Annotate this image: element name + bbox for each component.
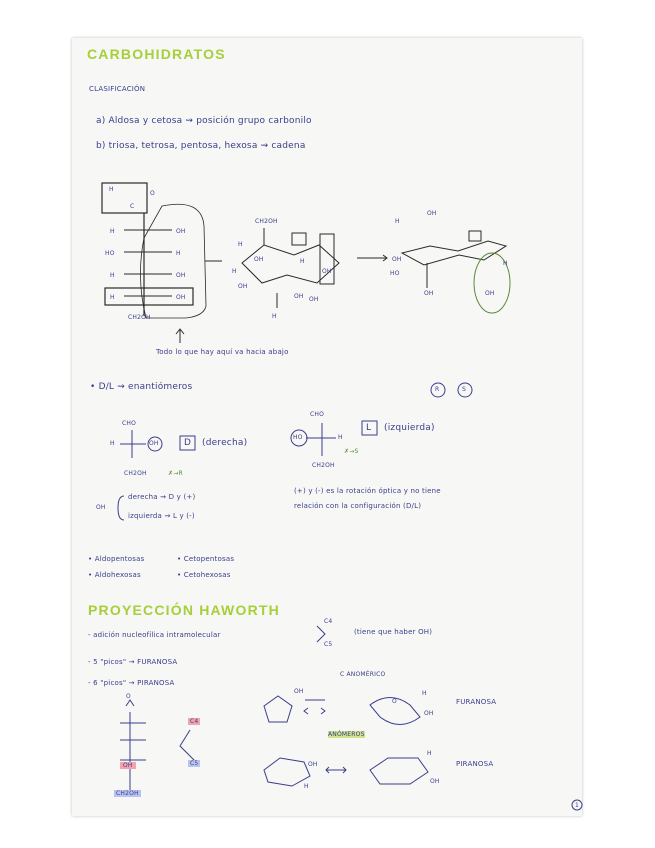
chair-1-l6: OH [294,293,304,300]
l-label: (izquierda) [384,423,435,433]
classification-item-a: a) Aldosa y cetosa ⇝ posición grupo carbonilo [96,116,312,126]
d-left: H [110,440,115,447]
haworth-line1-note: (tiene que haber OH) [354,628,433,636]
page-title: CARBOHIDRATOS [87,46,226,62]
fischer-top-o: O [150,190,155,197]
fischer-top-c: C [130,203,135,210]
fischer-note: Todo lo que hay aquí va hacia abajo [156,348,289,356]
rs-s: S [462,386,467,393]
d-label: (derecha) [202,438,248,448]
chair-1-l3: H [232,268,237,275]
chair-1-top: CH2OH [255,218,278,225]
d-right: OH [149,440,159,447]
haworth-line2: - 5 "picos" → FURANOSA [88,658,178,666]
haworth-title: PROYECCIÓN HAWORTH [88,602,280,618]
furanose-open-o: O [392,698,397,705]
notebook-page [72,38,582,816]
chain-bottom: CH2OH [116,790,139,797]
haworth-drawings [72,38,582,816]
type-aldopentosas: • Aldopentosas [88,555,145,563]
anomers-label: ANÓMEROS [328,731,365,738]
chair-1-l7: H [300,258,305,265]
fischer-row3-left: H [110,272,115,279]
haworth-c5: C5 [324,641,333,648]
l-rs: ✗→S [344,448,359,455]
l-top: CHO [310,411,325,418]
oh-label: OH [96,504,106,511]
piranosa-label: PIRANOSA [456,760,494,768]
pyranose-2-oh: OH [430,778,440,785]
type-cetohexosas: • Cetohexosas [177,571,231,579]
dl-heading: • D/L ⇝ enantiómeros [90,382,193,392]
rotation-note-1: (+) y (-) es la rotación óptica y no tiene [294,487,441,495]
classification-item-b: b) triosa, tetrosa, pentosa, hexosa ⇝ cadena [96,141,306,151]
chair-1-l5: H [272,313,277,320]
d-box: D [184,438,192,448]
l-left: HO [293,434,303,441]
oh-right: derecha ⇝ D y (+) [128,493,196,501]
l-right: H [338,434,343,441]
d-rs: ✗→R [168,470,183,477]
chair-2-l6: OH [485,290,495,297]
haworth-line1: - adición nucleofílica intramolecular [88,631,221,639]
d-bottom: CH2OH [124,470,147,477]
chair-1-l4: OH [238,283,248,290]
chair-2-l4: OH [424,290,434,297]
type-cetopentosas: • Cetopentosas [177,555,235,563]
fischer-row1-left: H [110,228,115,235]
anomeric-carbon: C ANOMÉRICO [340,671,386,678]
oh-left: izquierda ⇝ L y (-) [128,512,195,520]
l-box: L [366,423,372,433]
page-number: 1 [575,802,580,809]
haworth-c4: C4 [324,618,333,625]
fischer-row3-right: OH [176,272,186,279]
chair-2-l2: OH [392,256,402,263]
fischer-row4-left: H [110,294,115,301]
fischer-row2-right: H [176,250,181,257]
classification-heading: CLASIFICACIÓN [89,85,146,93]
chair-1-l9: OH [322,268,332,275]
furanose-oh-2: OH [424,710,434,717]
tag-c5: C5 [190,760,199,767]
rotation-note-2: relación con la configuración (D/L) [294,502,422,510]
d-top: CHO [122,420,137,427]
pyranose-h: H [304,783,309,790]
fischer-top-h: H [109,186,114,193]
chair-2-l1: H [395,218,400,225]
l-bottom: CH2OH [312,462,335,469]
chair-1-l8: OH [309,296,319,303]
chain-o: O [126,693,131,700]
furanose-h: H [422,690,427,697]
pyranose-oh: OH [308,761,318,768]
haworth-line3: - 6 "picos" → PIRANOSA [88,679,175,687]
chair-2-l5: H [503,260,508,267]
chain-oh-highlight: OH [120,762,136,769]
tag-c4: C4 [190,718,199,725]
type-aldohexosas: • Aldohexosas [88,571,141,579]
pyranose-2-h: H [427,750,432,757]
furanosa-label: FURANOSA [456,698,497,706]
fischer-row4-right: OH [176,294,186,301]
fischer-row1-right: OH [176,228,186,235]
chair-1-l1: H [238,241,243,248]
chair-1-l2: OH [254,256,264,263]
fischer-bottom: CH2OH [128,314,151,321]
furanose-oh: OH [294,688,304,695]
rs-r: R [435,386,440,393]
chair-2-top: OH [427,210,437,217]
chair-2-l3: HO [390,270,400,277]
fischer-row2-left: HO [105,250,115,257]
